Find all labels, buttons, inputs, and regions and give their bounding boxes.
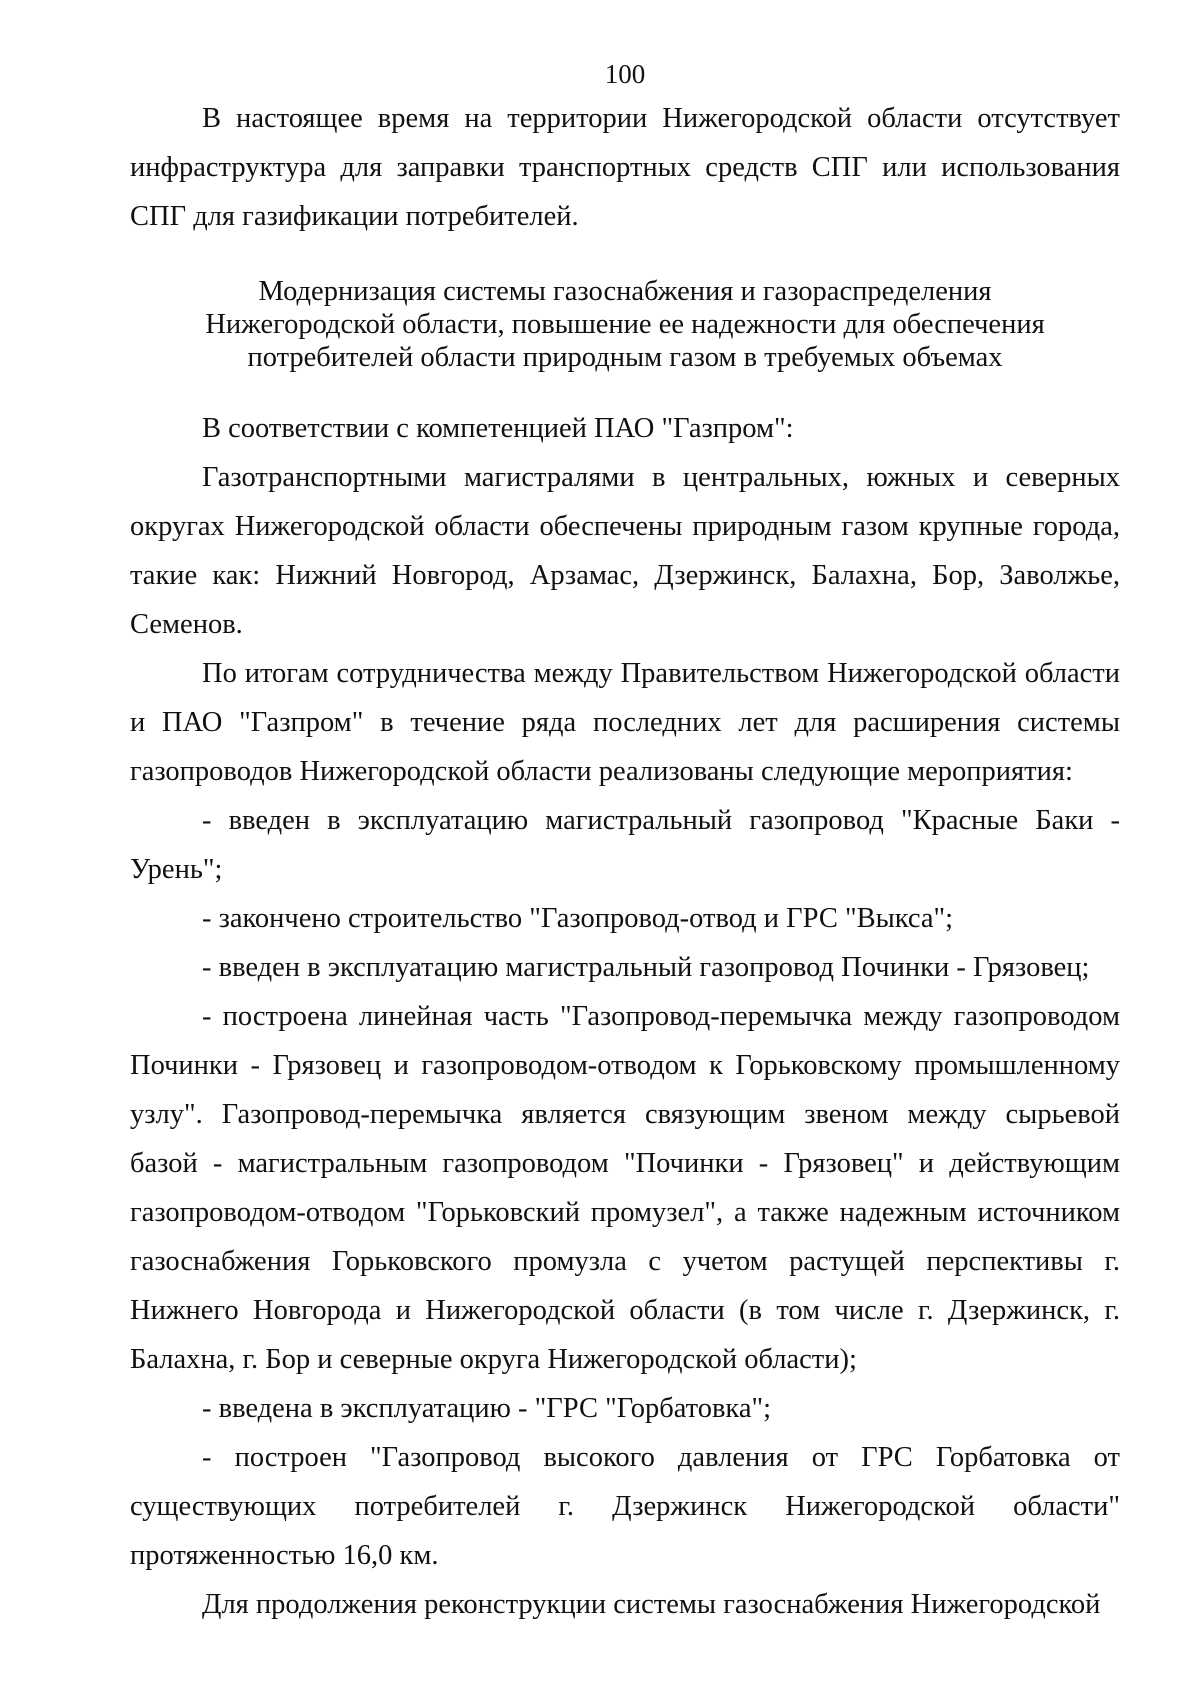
list-item: - введена в эксплуатацию - "ГРС "Горбатовка"; — [202, 1393, 772, 1424]
paragraph-continuation: Для продолжения реконструкции системы газоснабжения Нижегородской — [202, 1589, 1101, 1620]
section-heading — [130, 275, 1120, 374]
document-body — [130, 94, 1120, 1629]
list-item: - введен в эксплуатацию магистральный газопровод Починки - Грязовец; — [202, 952, 1090, 983]
page-number: 100 — [604, 59, 646, 89]
section-heading-line: Модернизация системы газоснабжения и газораспределения — [258, 276, 992, 307]
section-heading-line: потребителей области природным газом в требуемых объемах — [247, 342, 1003, 373]
paragraph-competence: В соответствии с компетенцией ПАО "Газпром": — [202, 413, 794, 444]
list-item: - закончено строительство "Газопровод-отвод и ГРС "Выкса"; — [202, 903, 954, 934]
list-item: - введен в эксплуатацию магистральный газопровод "Красные Баки - Урень"; — [130, 805, 1120, 885]
paragraph-gas-mains: Газотранспортными магистралями в центральных, южных и северных округах Нижегородской области обеспечены природным газом крупные города, такие как: Нижний Новгород, Арзамас, Дзержинск, Балахна, Бор, Заволжье, Семенов. — [130, 462, 1120, 640]
paragraph-infrastructure: В настоящее время на территории Нижегородской области отсутствует инфраструктура для заправки транспортных средств СПГ или использования СПГ для газификации потребителей. — [130, 103, 1120, 232]
list-item: - построен "Газопровод высокого давления от ГРС Горбатовка от существующих потребителей г. Дзержинск Нижегородской области" протяженностью 16,0 км. — [130, 1442, 1120, 1571]
list-item: - построена линейная часть "Газопровод-перемычка между газопроводом Починки - Грязовец и газопроводом-отводом к Горьковскому промышленному узлу". Газопровод-перемычка является связующим звеном между сырьевой базой - магистральным газопроводом "Починки - Грязовец" и действующим газопроводом-отводом "Горьковский промузел", а также надежным источником газоснабжения Горьковского промузла с учетом растущей перспективы г. Нижнего Новгорода и Нижегородской области (в том числе г. Дзержинск, г. Балахна, г. Бор и северные округа Нижегородской области); — [130, 1001, 1120, 1375]
section-heading-line: Нижегородской области, повышение ее надежности для обеспечения — [205, 309, 1045, 340]
paragraph-cooperation: По итогам сотрудничества между Правительством Нижегородской области и ПАО "Газпром" в течение ряда последних лет для расширения системы газопроводов Нижегородской области реализованы следующие мероприятия: — [130, 658, 1120, 787]
